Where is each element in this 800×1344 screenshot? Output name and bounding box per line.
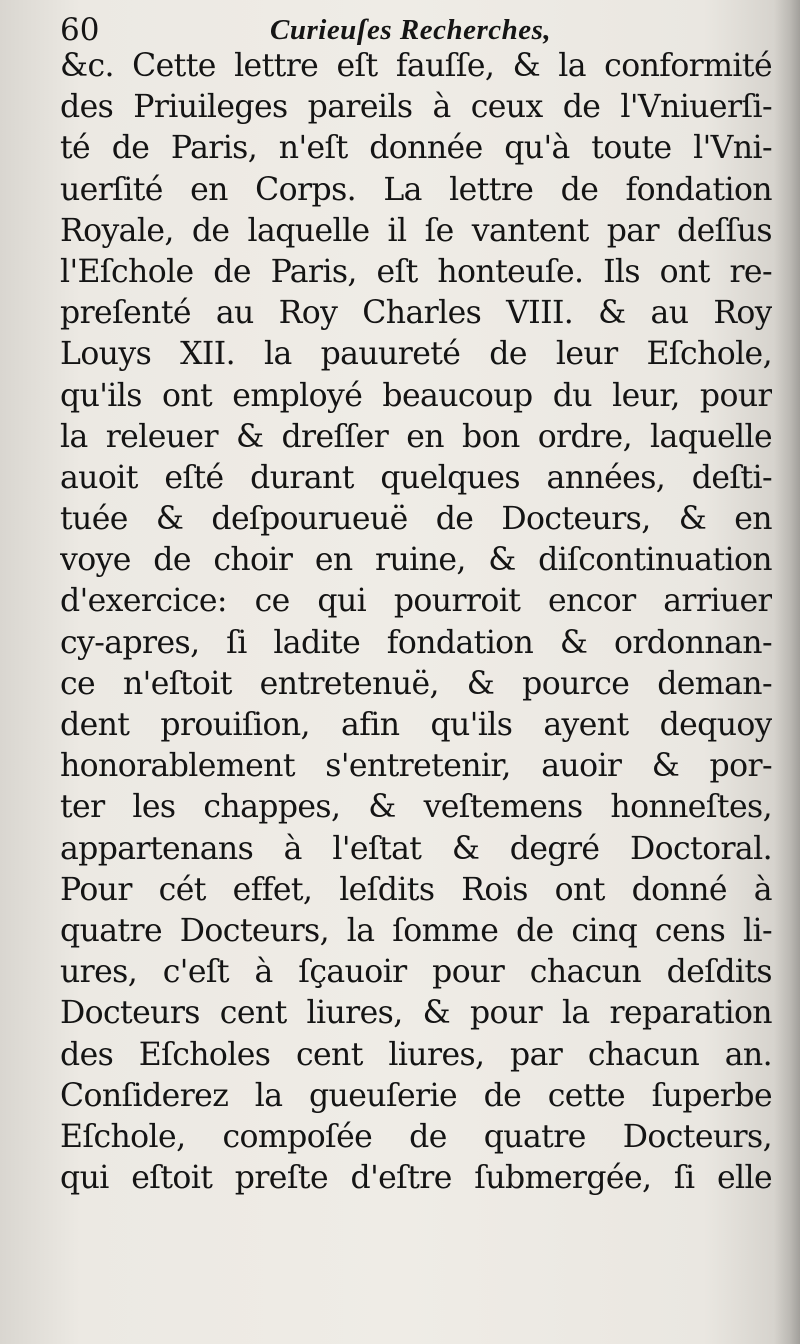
text-line: d'exercice: ce qui pourroit encor arriuer: [60, 583, 772, 620]
text-line: tuée & deſpourueuë de Docteurs, & en: [60, 501, 772, 538]
text-line: té de Paris, n'eſt donnée qu'à toute l'Vni-: [60, 130, 772, 167]
text-line: des Priuileges pareils à ceux de l'Vniuerſi-: [60, 89, 772, 126]
body-text: [60, 46, 772, 1199]
page-edge-shadow: [774, 0, 800, 1344]
text-line: qui eſtoit preſte d'eſtre ſubmergée, ſi elle: [60, 1160, 772, 1197]
text-line: dent prouiſion, afin qu'ils ayent dequoy: [60, 707, 772, 743]
text-line: la releuer & dreſſer en bon ordre, laquelle: [60, 418, 772, 455]
text-line: Louys XII. la pauureté de leur Eſchole,: [60, 336, 772, 373]
text-line: &c. Cette lettre eſt fauſſe, & la conformité: [60, 48, 772, 84]
text-line: Royale, de laquelle il ſe vantent par deſſus: [60, 212, 772, 249]
text-line: des Eſcholes cent liures, par chacun an.: [60, 1036, 772, 1073]
running-head: [60, 10, 760, 50]
text-line: voye de choir en ruine, & diſcontinuation: [60, 542, 772, 579]
text-line: Pour cét effet, leſdits Rois ont donné à: [60, 871, 772, 908]
text-line: quatre Docteurs, la ſomme de cinq cens li-: [60, 912, 772, 949]
text-line: cy-apres, ſi ladite fondation & ordonnan-: [60, 624, 772, 661]
text-line: preſenté au Roy Charles VIII. & au Roy: [60, 295, 772, 332]
text-line: Conſiderez la gueuſerie de cette ſuperbe: [60, 1077, 772, 1114]
text-line: ce n'eſtoit entretenuë, & pource deman-: [60, 665, 772, 702]
text-line: auoit eſté durant quelques années, deſti-: [60, 459, 772, 496]
text-line: l'Eſchole de Paris, eſt honteuſe. Ils ont re-: [60, 253, 772, 290]
text-line: Docteurs cent liures, & pour la reparation: [60, 995, 772, 1032]
text-line: ures, c'eſt à ſçauoir pour chacun deſdits: [60, 954, 772, 991]
text-line: ter les chappes, & veſtemens honneſtes,: [60, 789, 772, 826]
text-line: appartenans à l'eſtat & degré Doctoral.: [60, 830, 772, 867]
page-number: 60: [60, 12, 100, 48]
text-line: uerſité en Corps. La lettre de fondation: [60, 171, 772, 208]
text-line: qu'ils ont employé beaucoup du leur, pour: [60, 377, 772, 414]
text-line: honorablement s'entretenir, auoir & por-: [60, 748, 772, 785]
text-line: Eſchole, compoſée de quatre Docteurs,: [60, 1118, 772, 1155]
running-title: Curieuſes Recherches,: [270, 14, 552, 46]
